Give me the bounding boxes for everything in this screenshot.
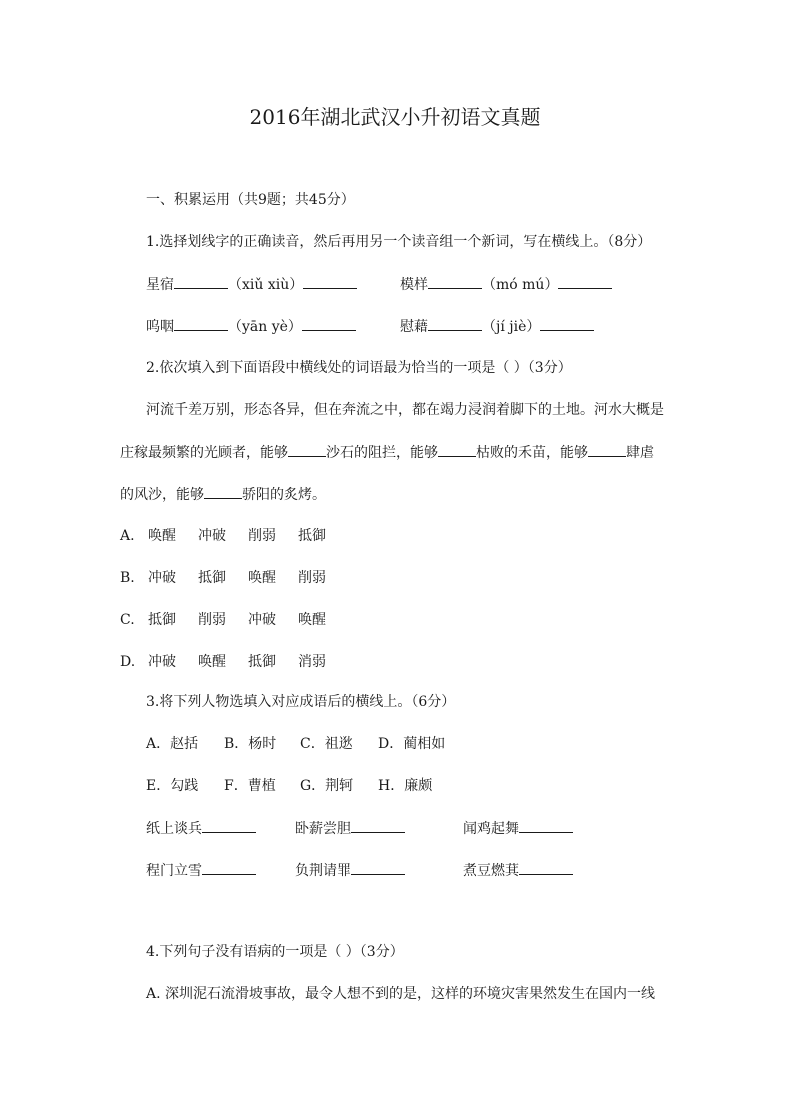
option-word: 唤醒 — [248, 570, 276, 586]
passage-text: 沙石的阻拦，能够 — [326, 445, 438, 461]
option-word: 抵御 — [248, 654, 276, 670]
q1-word: 呜咽 — [146, 319, 174, 335]
option-word: 唤醒 — [198, 654, 226, 670]
q1-word: 星宿 — [146, 277, 174, 293]
option-letter: C. — [120, 612, 135, 628]
q2-passage-line-3 — [120, 484, 326, 505]
q1-item-2 — [400, 274, 612, 295]
option-word: 削弱 — [248, 528, 276, 544]
answer-blank[interactable] — [302, 316, 356, 331]
q3-idiom-item — [146, 860, 256, 881]
q2-passage-line-2 — [120, 442, 654, 463]
q3-person: G．荆轲 — [300, 778, 354, 794]
idiom: 煮豆燃萁 — [463, 863, 519, 879]
q3-idiom-item — [463, 860, 573, 881]
answer-blank[interactable] — [288, 442, 326, 457]
idiom: 纸上谈兵 — [146, 821, 202, 837]
q2-option-d[interactable] — [120, 652, 348, 672]
q3-person: F．曹植 — [224, 778, 276, 794]
answer-blank[interactable] — [428, 274, 482, 289]
answer-blank[interactable] — [303, 274, 357, 289]
q1-pinyin: （jí jiè） — [482, 319, 541, 335]
q3-person: H．廉颇 — [378, 778, 433, 794]
option-letter: A. — [120, 528, 135, 544]
option-word: 抵御 — [298, 528, 326, 544]
question-2-stem: 2.依次填入到下面语段中横线处的词语最为恰当的一项是（ ）（3分） — [146, 360, 572, 376]
passage-text: 庄稼最频繁的光顾者，能够 — [120, 445, 288, 461]
option-word: 抵御 — [198, 570, 226, 586]
idiom: 程门立雪 — [146, 863, 202, 879]
idiom: 卧薪尝胆 — [295, 821, 351, 837]
q2-option-a[interactable] — [120, 526, 348, 546]
option-word: 消弱 — [298, 654, 326, 670]
passage-text: 肆虐 — [626, 445, 654, 461]
q1-pinyin: （yān yè） — [228, 319, 302, 335]
idiom: 闻鸡起舞 — [463, 821, 519, 837]
option-letter: B. — [120, 570, 135, 586]
answer-blank[interactable] — [174, 274, 228, 289]
answer-blank[interactable] — [202, 860, 256, 875]
passage-text: 的风沙，能够 — [120, 487, 204, 503]
q3-idiom-item — [295, 818, 405, 839]
option-word: 冲破 — [148, 654, 176, 670]
question-3-stem: 3.将下列人物选填入对应成语后的横线上。（6分） — [146, 694, 456, 710]
option-word: 唤醒 — [148, 528, 176, 544]
q3-person: D．蔺相如 — [378, 736, 446, 752]
answer-blank[interactable] — [202, 818, 256, 833]
answer-blank[interactable] — [174, 316, 228, 331]
q1-item-3 — [146, 316, 356, 337]
idiom: 负荆请罪 — [295, 863, 351, 879]
option-letter: D. — [120, 654, 136, 670]
option-word: 冲破 — [248, 612, 276, 628]
answer-blank[interactable] — [519, 818, 573, 833]
q3-idiom-item — [146, 818, 256, 839]
answer-blank[interactable] — [438, 442, 476, 457]
page-title: 2016年湖北武汉小升初语文真题 — [249, 105, 541, 129]
option-word: 唤醒 — [298, 612, 326, 628]
q1-item-4 — [400, 316, 594, 337]
q1-pinyin: （xiǔ xiù） — [228, 277, 304, 293]
q1-word: 模样 — [400, 277, 428, 293]
option-word: 冲破 — [198, 528, 226, 544]
option-word: 削弱 — [198, 612, 226, 628]
section-heading: 一、积累运用（共9题；共45分） — [146, 192, 355, 208]
q3-idiom-item — [463, 818, 573, 839]
option-word: 抵御 — [148, 612, 176, 628]
answer-blank[interactable] — [351, 818, 405, 833]
answer-blank[interactable] — [588, 442, 626, 457]
q1-item-1 — [146, 274, 357, 295]
answer-blank[interactable] — [540, 316, 594, 331]
q3-idiom-item — [295, 860, 405, 881]
answer-blank[interactable] — [428, 316, 482, 331]
q1-word: 慰藉 — [400, 319, 428, 335]
passage-text: 骄阳的炙烤。 — [242, 487, 326, 503]
question-4-stem: 4.下列句子没有语病的一项是（ ）（3分） — [146, 944, 404, 960]
option-word: 冲破 — [148, 570, 176, 586]
answer-blank[interactable] — [558, 274, 612, 289]
answer-blank[interactable] — [519, 860, 573, 875]
answer-blank[interactable] — [351, 860, 405, 875]
q3-person: A．赵括 — [146, 736, 199, 752]
option-word: 削弱 — [298, 570, 326, 586]
q4-option-a[interactable]: A. 深圳泥石流滑坡事故，最令人想不到的是，这样的环境灾害果然发生在国内一线 — [146, 986, 656, 1002]
passage-text: 枯败的禾苗，能够 — [476, 445, 588, 461]
answer-blank[interactable] — [204, 484, 242, 499]
q2-option-b[interactable] — [120, 568, 348, 588]
q1-pinyin: （mó mú） — [482, 277, 559, 293]
question-1-stem: 1.选择划线字的正确读音，然后再用另一个读音组一个新词，写在横线上。（8分） — [146, 234, 652, 250]
q2-option-c[interactable] — [120, 610, 348, 630]
q3-person: E．勾践 — [146, 778, 199, 794]
q3-person: B．杨时 — [224, 736, 277, 752]
q2-passage-line-1: 河流千差万别，形态各异，但在奔流之中，都在竭力浸润着脚下的土地。河水大概是 — [146, 402, 664, 418]
q3-person: C．祖逖 — [300, 736, 353, 752]
